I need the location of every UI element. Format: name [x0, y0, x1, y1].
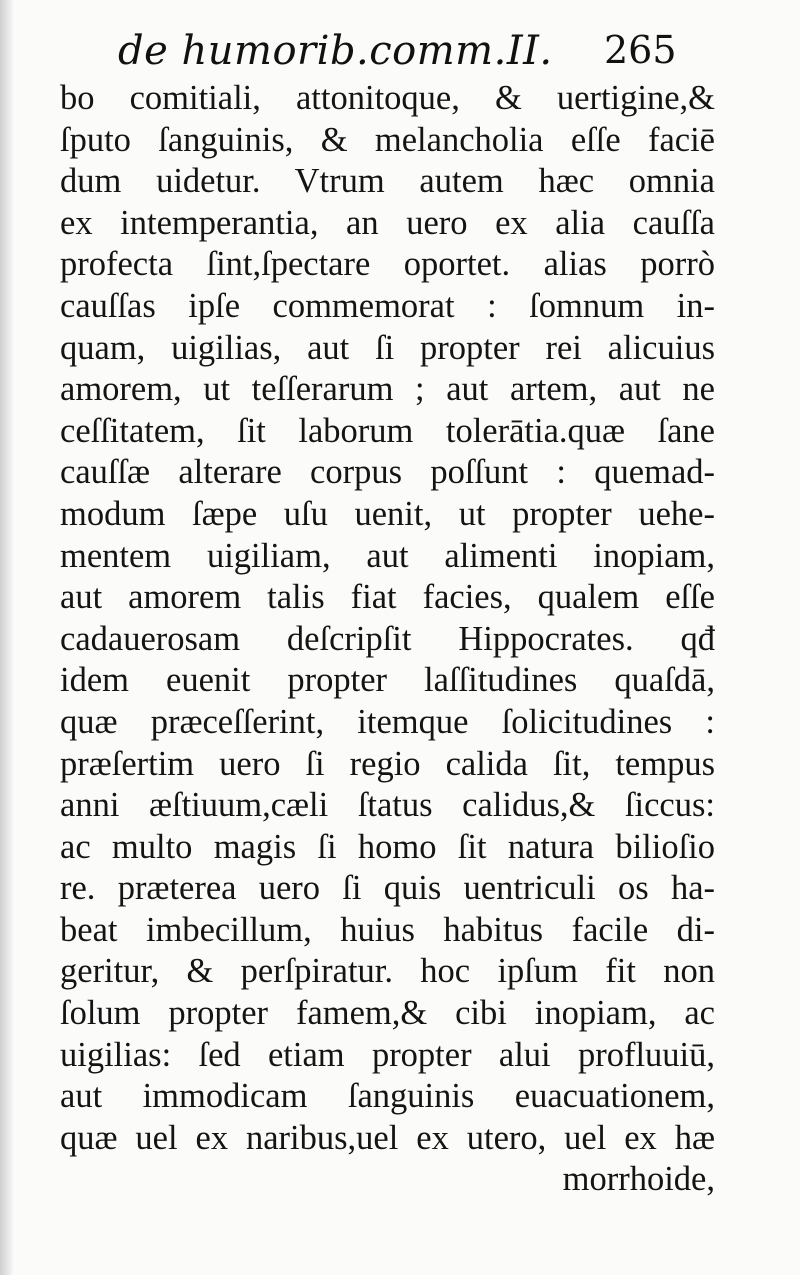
text-line: profecta ſint,ſpectare oportet. alias porrò [60, 245, 715, 284]
text-line: bo comitiali, attonitoque, & uertigine,& [60, 79, 715, 117]
catchword-line: morrhoide, [562, 1160, 715, 1199]
text-line: ſputo ſanguinis, & melancholia eſſe faciē [60, 120, 715, 159]
text-line: amorem, ut teſſerarum ; aut artem, aut ne [60, 370, 715, 409]
text-line: ceſſitatem, ſit laborum tolerātia.quæ ſane [60, 411, 715, 450]
text-line: mentem uigiliam, aut alimenti inopiam, [60, 536, 715, 575]
text-line: re. præterea uero ſi quis uentriculi os ha- [60, 869, 715, 908]
page-number: 265 [604, 28, 677, 72]
text-line: quam, uigilias, aut ſi propter rei alicuius [60, 328, 715, 367]
text-line: modum ſæpe uſu uenit, ut propter uehe- [60, 494, 715, 533]
page-header [118, 22, 718, 82]
text-line: anni æſtiuum,cæli ſtatus calidus,& ſiccus: [60, 786, 715, 825]
text-line: quæ præceſſerint, itemque ſolicitudines : [60, 702, 715, 741]
text-line: præſertim uero ſi regio calida ſit, tempus [60, 744, 715, 783]
text-line: beat imbecillum, huius habitus facile di- [60, 910, 715, 949]
text-line: uigilias: ſed etiam propter alui profluuiū, [60, 1035, 715, 1074]
text-line: dum uidetur. Vtrum autem hæc omnia [60, 162, 715, 201]
text-line: aut amorem talis fiat facies, qualem eſſe [60, 578, 715, 617]
body-text [60, 78, 715, 1201]
text-line: cadauerosam deſcripſit Hippocrates. qđ [60, 619, 715, 658]
text-line: ſolum propter famem,& cibi inopiam, ac [60, 994, 715, 1033]
text-line: idem euenit propter laſſitudines quaſdā, [60, 661, 715, 700]
page-gutter-shadow [0, 0, 14, 1275]
text-line: ex intemperantia, an uero ex alia cauſſa [60, 203, 715, 242]
text-line: quæ uel ex naribus,uel ex utero, uel ex hæ [60, 1118, 715, 1157]
text-line: aut immodicam ſanguinis euacuationem, [60, 1077, 715, 1116]
text-line: geritur, & perſpiratur. hoc ipſum fit non [60, 952, 715, 991]
text-line: cauſſas ipſe commemorat : ſomnum in- [60, 286, 715, 325]
running-head: de humorib.comm.II. [118, 28, 553, 74]
text-line: ac multo magis ſi homo ſit natura bilioſio [60, 827, 715, 866]
text-line: cauſſæ alterare corpus poſſunt : quemad- [60, 453, 715, 492]
